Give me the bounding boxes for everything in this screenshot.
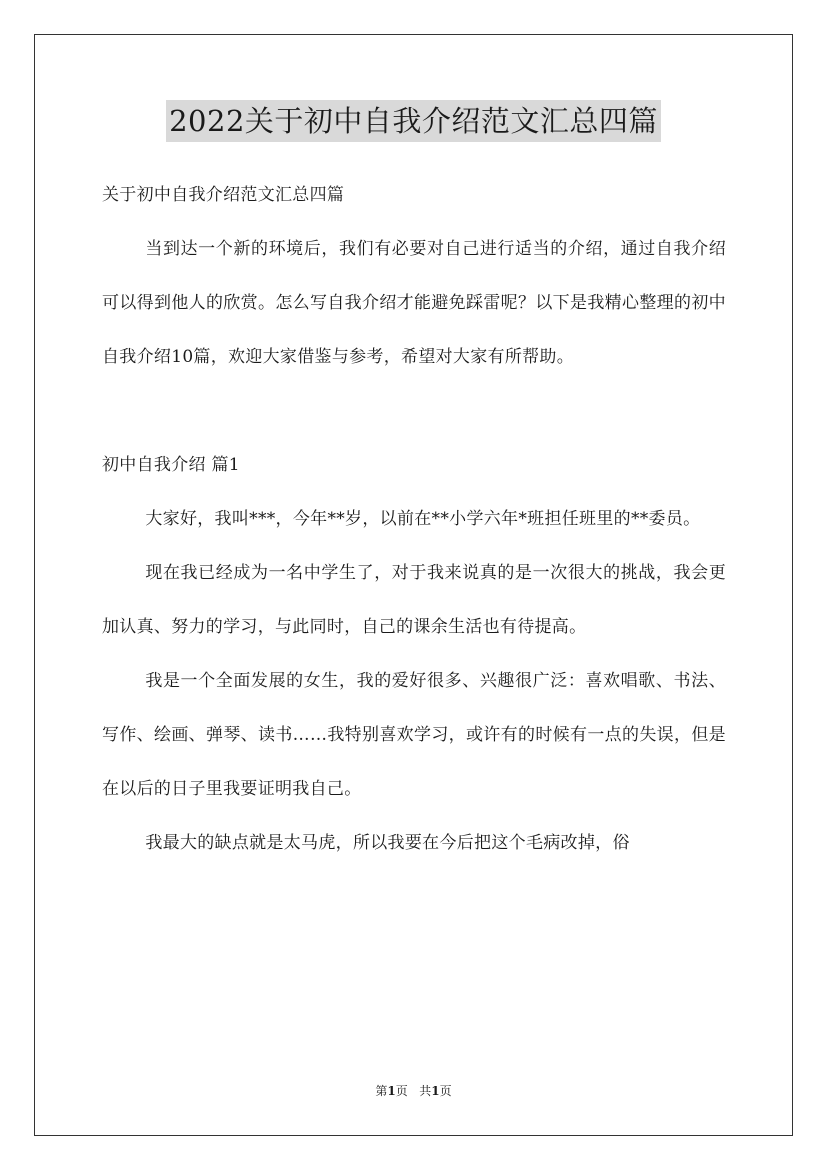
body-paragraph: 现在我已经成为一名中学生了，对于我来说真的是一次很大的挑战，我会更加认真、努力的学习，与此同时，自己的课余生活也有待提高。 (102, 563, 726, 637)
document-body (102, 168, 726, 870)
body-paragraph: 大家好，我叫***，今年**岁，以前在**小学六年*班担任班里的**委员。 (145, 509, 701, 529)
page-footer (0, 1083, 827, 1099)
blank-line (102, 384, 726, 438)
page-number: 1 (387, 1084, 396, 1098)
section-heading: 初中自我介绍 篇1 (102, 455, 240, 475)
total-prefix: 共 (419, 1084, 432, 1098)
intro-paragraph: 当到达一个新的环境后，我们有必要对自己进行适当的介绍，通过自我介绍可以得到他人的欣赏。怎么写自我介绍才能避免踩雷呢？以下是我精心整理的初中自我介绍10篇，欢迎大家借鉴与参考，希望对大家有所帮助。 (102, 239, 726, 367)
title-container (0, 100, 827, 142)
total-suffix: 页 (439, 1084, 452, 1098)
body-paragraph: 我最大的缺点就是太马虎，所以我要在今后把这个毛病改掉，俗 (145, 833, 630, 853)
subtitle-paragraph: 关于初中自我介绍范文汇总四篇 (102, 185, 345, 205)
total-pages: 1 (431, 1084, 440, 1098)
page-suffix: 页 (395, 1084, 408, 1098)
body-paragraph: 我是一个全面发展的女生，我的爱好很多、兴趣很广泛：喜欢唱歌、书法、写作、绘画、弹琴、读书……我特别喜欢学习，或许有的时候有一点的失误，但是在以后的日子里我要证明我自己。 (102, 671, 726, 799)
document-title: 2022关于初中自我介绍范文汇总四篇 (166, 100, 661, 142)
page-prefix: 第 (375, 1084, 388, 1098)
